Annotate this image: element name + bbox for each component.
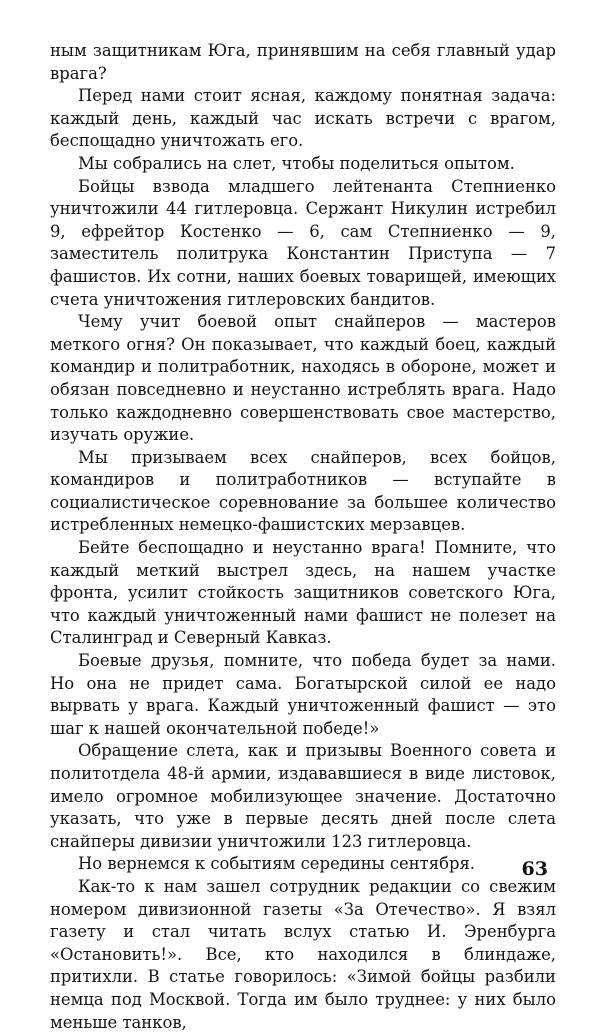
paragraph-2: Перед нами стоит ясная, каждому понятная задача: каждый день, каждый час искать встречи с врагом, беспощадно уничтожать его. — [50, 86, 556, 151]
paragraph-3: Мы собрались на слет, чтобы поделиться опытом. — [78, 153, 515, 173]
page-number: 63 — [521, 858, 548, 880]
paragraph-4: Бойцы взвода младшего лейтенанта Степниенко уничтожили 44 гитлеровца. Сержант Никулин истребил 9, ефрейтор Костенко — 6, сам Степниенко — 9, заместитель политрука Константин Приступа — 7 фашистов. Их сотни, наших боевых товарищей, имеющих счета уничтожения гитлеровских бандитов. — [50, 176, 556, 309]
paragraph-1: ным защитникам Юга, принявшим на себя главный удар врага? — [50, 41, 556, 83]
paragraph-10: Но вернемся к событиям середины сентября. — [78, 854, 475, 874]
page-body — [50, 40, 556, 1034]
paragraph-6: Мы призываем всех снайперов, всех бойцов, командиров и политработников — вступайте в социалистическое соревнование за большее количество истребленных немецко-фашистских мерзавцев. — [50, 447, 556, 535]
paragraph-5: Чему учит боевой опыт снайперов — мастеров меткого огня? Он показывает, что каждый боец, каждый командир и политработник, находясь в обороне, может и обязан повседневно и неустанно истреблять врага. Надо только каждодневно совершенствовать свое мастерство, изучать оружие. — [50, 312, 556, 445]
paragraph-7: Бейте беспощадно и неустанно врага! Помните, что каждый меткий выстрел здесь, на нашем участке фронта, усилит стойкость защитников советского Юга, что каждый уничтоженный нами фашист не полезет на Сталинград и Северный Кавказ. — [50, 538, 556, 648]
paragraph-8: Боевые друзья, помните, что победа будет за нами. Но она не придет сама. Богатырской силой ее надо вырвать у врага. Каждый уничтоженный фашист — это шаг к нашей окончательной победе!» — [50, 651, 556, 738]
paragraph-9: Обращение слета, как и призывы Военного совета и политотдела 48-й армии, издававшиеся в виде листовок, имело огромное мобилизующее значение. Достаточно указать, что уже в первые десять дней после слета снайперы дивизии уничтожили 123 гитлеровца. — [50, 741, 556, 851]
paragraph-11: Как-то к нам зашел сотрудник редакции со свежим номером дивизионной газеты «За Отечество». Я взял газету и стал читать вслух статью И. Эренбурга «Остановить!». Все, кто находился в блиндаже, притихли. В статье говорилось: «Зимой бойцы разбили немца под Москвой. Тогда им было труднее: у них было меньше танков, — [50, 876, 556, 1032]
